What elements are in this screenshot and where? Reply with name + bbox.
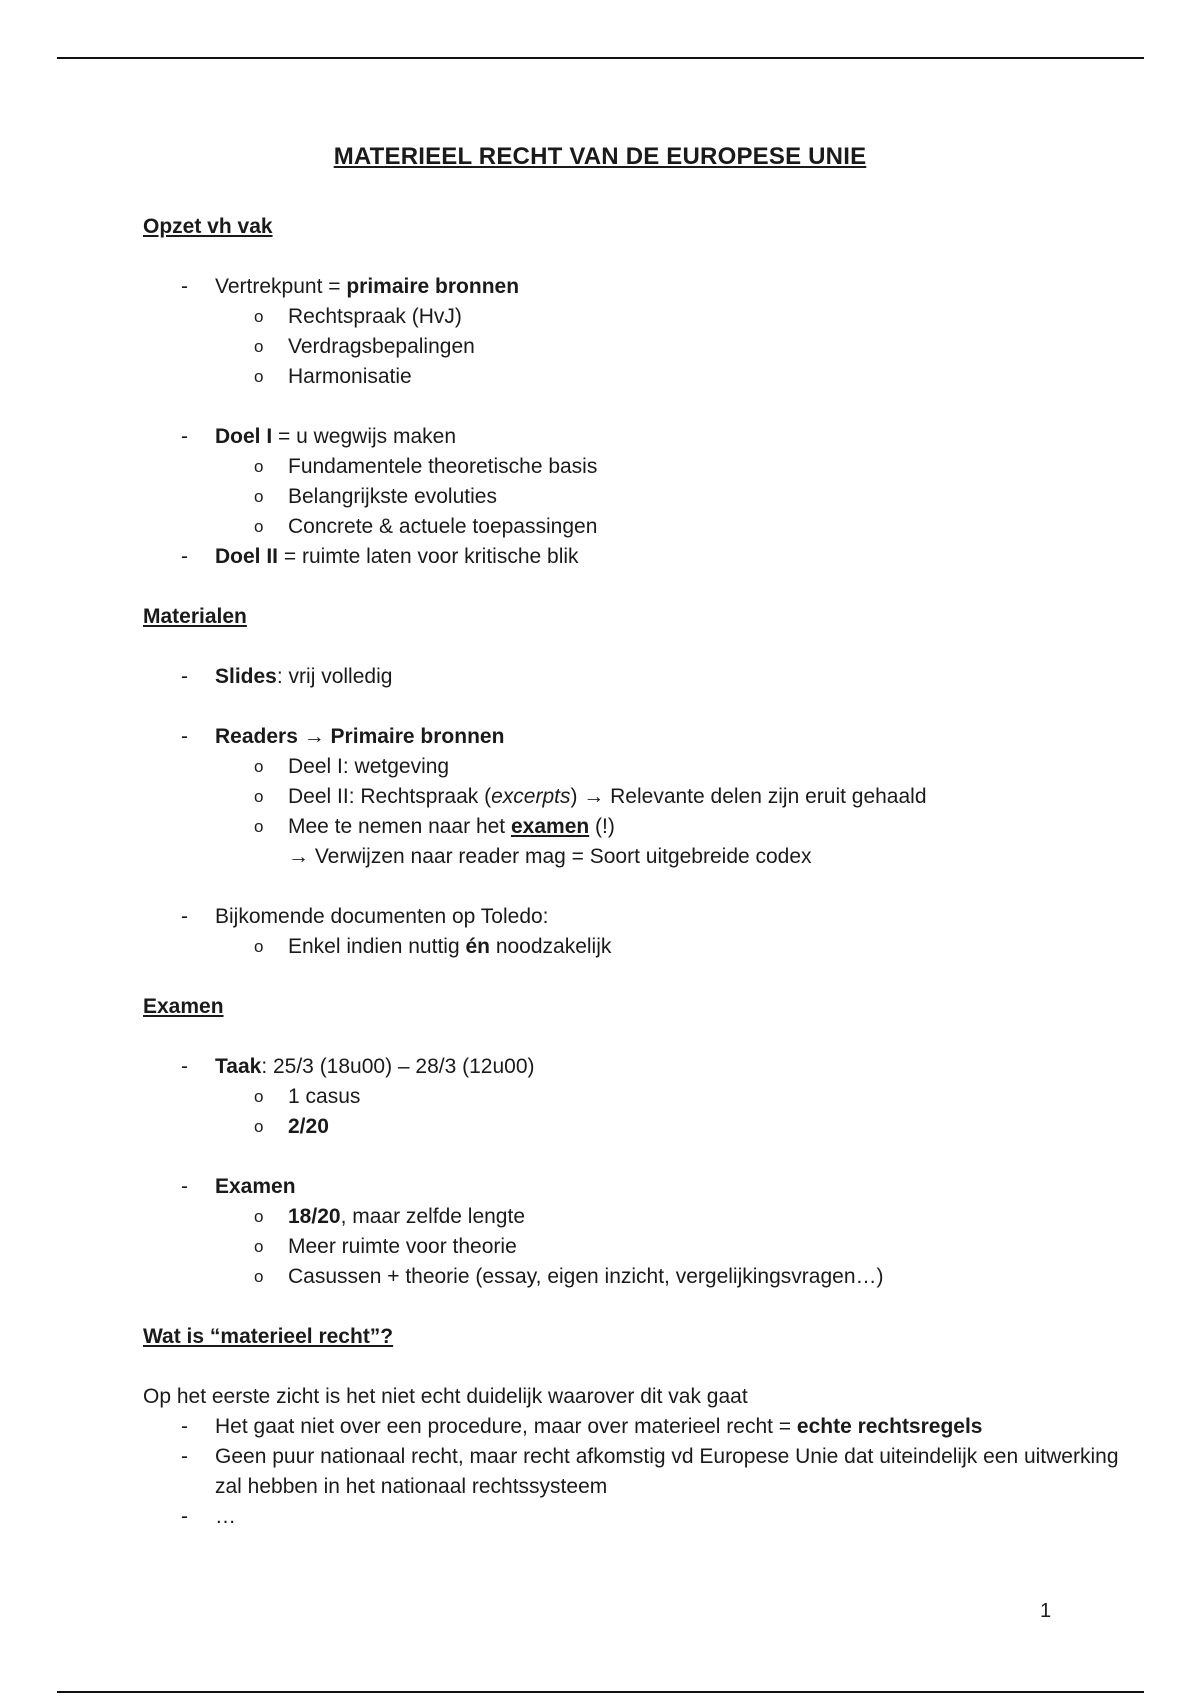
list-item: - Slides: vrij volledig: [143, 662, 1123, 692]
list-item: - …: [143, 1502, 1123, 1532]
dash-bullet: -: [181, 1055, 188, 1078]
header-rule: [57, 57, 1144, 59]
circle-bullet: o: [254, 487, 264, 506]
sub-list-item: o Verdragsbepalingen: [143, 332, 1123, 362]
list-item: - Doel II = ruimte laten voor kritische blik: [143, 542, 1123, 572]
circle-bullet: o: [254, 1087, 264, 1106]
sub-list-item: o Belangrijkste evoluties: [143, 482, 1123, 512]
dash-bullet: -: [181, 1175, 188, 1198]
circle-bullet: o: [254, 367, 264, 386]
dash-bullet: -: [181, 425, 188, 448]
intro-paragraph: Op het eerste zicht is het niet echt duidelijk waarover dit vak gaat: [143, 1385, 748, 1408]
sub-list-item: o Harmonisatie: [143, 362, 1123, 392]
sub-list-item: o Casussen + theorie (essay, eigen inzicht, vergelijkingsvragen…): [143, 1262, 1123, 1292]
circle-bullet: o: [254, 1267, 264, 1286]
circle-bullet: o: [254, 337, 264, 356]
footer-rule: [57, 1691, 1144, 1693]
continuation-line: → Verwijzen naar reader mag = Soort uitgebreide codex: [288, 845, 812, 868]
list-item: - Readers → Primaire bronnen: [143, 722, 1123, 752]
dash-bullet: -: [181, 1445, 188, 1468]
sub-list-item: o Enkel indien nuttig én noodzakelijk: [143, 932, 1123, 962]
sub-list-item: o Rechtspraak (HvJ): [143, 302, 1123, 332]
circle-bullet: o: [254, 517, 264, 536]
sub-list-item: o 2/20: [143, 1112, 1123, 1142]
list-item: - Examen: [143, 1172, 1123, 1202]
sub-list-item: o 1 casus: [143, 1082, 1123, 1112]
section-heading-materieel-recht: Wat is “materieel recht”?: [143, 1325, 394, 1348]
circle-bullet: o: [254, 937, 264, 956]
dash-bullet: -: [181, 1505, 188, 1528]
dash-bullet: -: [181, 545, 188, 568]
dash-bullet: -: [181, 905, 188, 928]
document-title: MATERIEEL RECHT VAN DE EUROPESE UNIE: [333, 143, 867, 170]
section-heading-materialen: Materialen: [143, 605, 247, 628]
sub-list-item: o Fundamentele theoretische basis: [143, 452, 1123, 482]
sub-list-item: o Mee te nemen naar het examen (!): [143, 812, 1123, 842]
page-number: 1: [1040, 1600, 1052, 1622]
list-item: - Het gaat niet over een procedure, maar over materieel recht = echte rechtsregels: [143, 1412, 1123, 1442]
circle-bullet: o: [254, 817, 264, 836]
circle-bullet: o: [254, 757, 264, 776]
section-heading-opzet: Opzet vh vak: [143, 215, 273, 238]
sub-list-item: o Concrete & actuele toepassingen: [143, 512, 1123, 542]
sub-list-item: o 18/20, maar zelfde lengte: [143, 1202, 1123, 1232]
sub-list-item: o Meer ruimte voor theorie: [143, 1232, 1123, 1262]
circle-bullet: o: [254, 787, 264, 806]
section-heading-examen: Examen: [143, 995, 224, 1018]
circle-bullet: o: [254, 1237, 264, 1256]
document-body: [143, 212, 1123, 1532]
sub-list-item: o Deel II: Rechtspraak (excerpts) → Relevante delen zijn eruit gehaald: [143, 782, 1123, 812]
circle-bullet: o: [254, 307, 264, 326]
dash-bullet: -: [181, 1415, 188, 1438]
dash-bullet: -: [181, 665, 188, 688]
dash-bullet: -: [181, 275, 188, 298]
sub-list-item: o Deel I: wetgeving: [143, 752, 1123, 782]
circle-bullet: o: [254, 1207, 264, 1226]
list-item: - Taak: 25/3 (18u00) – 28/3 (12u00): [143, 1052, 1123, 1082]
list-item: - Doel I = u wegwijs maken: [143, 422, 1123, 452]
dash-bullet: -: [181, 725, 188, 748]
list-item: - Geen puur nationaal recht, maar recht afkomstig vd Europese Unie dat uiteindelijk een uitwerking zal hebben in het nationaal rechtssysteem: [143, 1442, 1123, 1502]
circle-bullet: o: [254, 1117, 264, 1136]
list-item: - Bijkomende documenten op Toledo:: [143, 902, 1123, 932]
circle-bullet: o: [254, 457, 264, 476]
list-item: - Vertrekpunt = primaire bronnen: [143, 272, 1123, 302]
